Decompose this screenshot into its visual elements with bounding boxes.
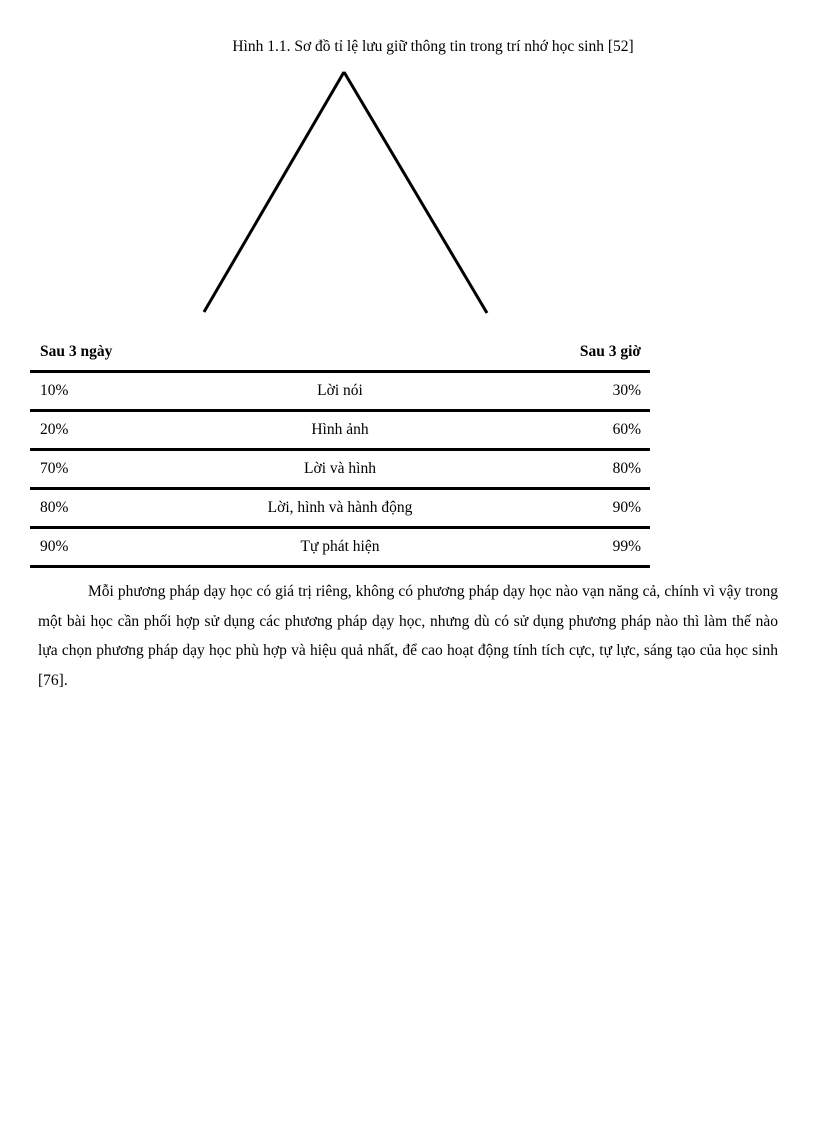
cell-after-3-days: 10% [40,382,69,399]
cell-after-3-days: 70% [40,460,69,477]
table-row [30,529,650,565]
cell-method: Lời, hình và hành động [267,499,413,516]
table-rule [30,565,650,568]
table-row [30,412,650,448]
cell-after-3-hours: 90% [612,499,641,516]
retention-table [30,334,650,568]
cell-after-3-hours: 80% [612,460,641,477]
cell-after-3-days: 80% [40,499,69,516]
table-header [30,334,650,370]
cell-method: Hình ảnh [311,421,369,438]
table-row [30,373,650,409]
header-after-3-days: Sau 3 ngày [40,343,113,360]
pyramid-right-edge [344,72,487,313]
cell-after-3-days: 20% [40,421,69,438]
cell-after-3-hours: 99% [612,538,641,555]
cell-method: Lời nói [317,382,363,399]
header-after-3-hours: Sau 3 giờ [579,343,641,360]
cell-after-3-hours: 60% [612,421,641,438]
body-paragraph: Mỗi phương pháp dạy học có giá trị riêng, không có phương pháp dạy học nào vạn năng cả, chính vì vậy trong một bài học cần phối hợp sử dụng các phương pháp dạy học, nhưng dù có sử dụng phương pháp nào thì làm thế nào lựa chọn phương pháp dạy học phù hợp và hiệu quả nhất, để cao hoạt động tính tích cực, tự lực, sáng tạo của học sinh [76]. [38,583,778,689]
cell-after-3-hours: 30% [612,382,641,399]
figure-caption: Hình 1.1. Sơ đồ tỉ lệ lưu giữ thông tin trong trí nhớ học sinh [52] [232,38,634,55]
pyramid-left-edge [204,72,344,312]
table-row [30,451,650,487]
cell-after-3-days: 90% [40,538,69,555]
cell-method: Lời và hình [304,460,376,477]
pyramid-diagram [0,0,816,330]
cell-method: Tự phát hiện [300,538,380,555]
table-row [30,490,650,526]
